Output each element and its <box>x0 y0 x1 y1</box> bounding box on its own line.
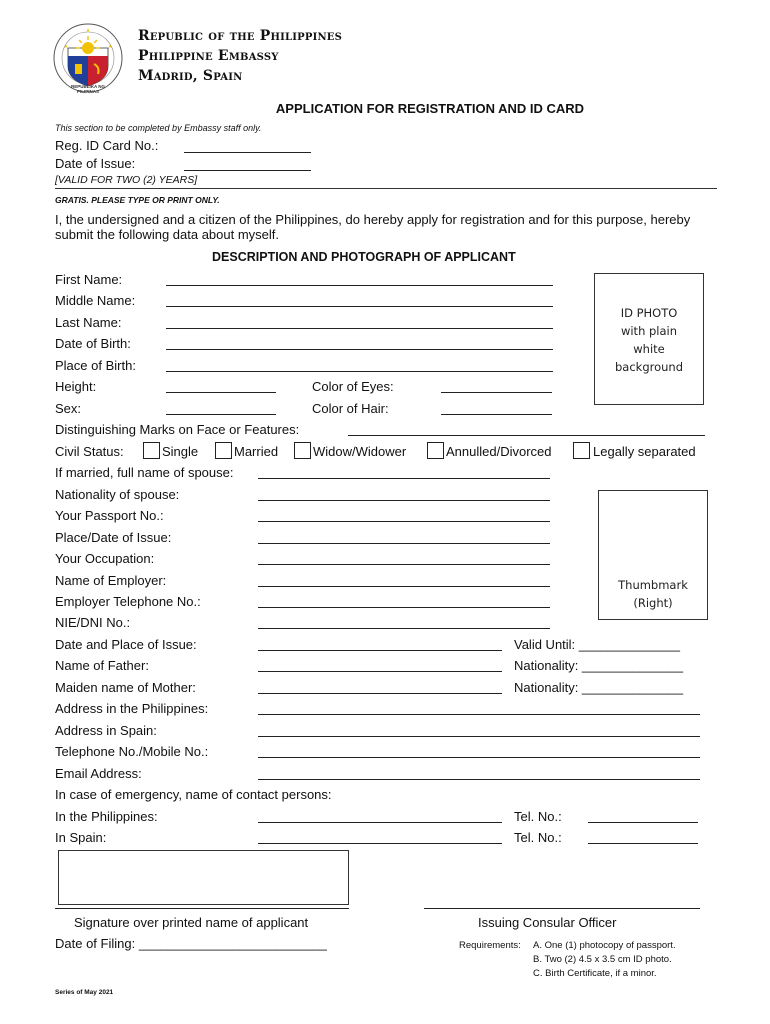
spouse-name-label: If married, full name of spouse: <box>55 465 234 480</box>
height-label: Height: <box>55 379 97 394</box>
first-name-label: First Name: <box>55 272 123 287</box>
spouse-name-field[interactable] <box>258 478 550 479</box>
address-es-field[interactable] <box>258 736 700 737</box>
email-label: Email Address: <box>55 766 142 781</box>
requirement-c: C. Birth Certificate, if a minor. <box>533 968 657 979</box>
date-of-issue-label: Date of Issue: <box>55 156 136 171</box>
validity-note: [VALID FOR TWO (2) YEARS] <box>55 174 198 186</box>
signature-box[interactable] <box>58 850 349 905</box>
thumbmark-box <box>598 490 708 620</box>
nie-dni-field[interactable] <box>258 628 550 629</box>
signature-label: Signature over printed name of applicant <box>74 915 309 930</box>
address-ph-label: Address in the Philippines: <box>55 701 209 716</box>
middle-name-field[interactable] <box>166 306 553 307</box>
emergency-es-field[interactable] <box>258 843 502 844</box>
passport-no-label: Your Passport No.: <box>55 508 164 523</box>
color-of-eyes-field[interactable] <box>441 392 552 393</box>
employer-label: Name of Employer: <box>55 573 167 588</box>
header-line-3: Madrid, Spain <box>138 68 243 84</box>
emergency-ph-tel-field[interactable] <box>588 822 698 823</box>
date-place-issue-field[interactable] <box>258 650 502 651</box>
spouse-nationality-field[interactable] <box>258 500 550 501</box>
email-field[interactable] <box>258 779 700 780</box>
header-line-2: Philippine Embassy <box>138 48 279 64</box>
civil-status-married-label: Married <box>234 444 279 459</box>
emergency-es-tel-label: Tel. No.: <box>514 830 562 845</box>
officer-signature-line <box>424 908 700 909</box>
embassy-seal <box>52 22 124 94</box>
civil-status-single-checkbox[interactable] <box>143 442 160 459</box>
mother-label: Maiden name of Mother: <box>55 680 196 695</box>
signature-line <box>55 908 349 909</box>
civil-status-widow-label: Widow/Widower <box>313 444 407 459</box>
employer-phone-label: Employer Telephone No.: <box>55 594 201 609</box>
seal-text: REPUBLIKA NG PILIPINAS <box>70 84 106 94</box>
nie-dni-label: NIE/DNI No.: <box>55 615 131 630</box>
father-label: Name of Father: <box>55 658 149 673</box>
emergency-ph-tel-label: Tel. No.: <box>514 809 562 824</box>
first-name-field[interactable] <box>166 285 553 286</box>
passport-place-date-field[interactable] <box>258 543 550 544</box>
series-note: Series of May 2021 <box>55 989 114 996</box>
spouse-nationality-label: Nationality of spouse: <box>55 487 180 502</box>
passport-no-field[interactable] <box>258 521 550 522</box>
civil-status-widow-checkbox[interactable] <box>294 442 311 459</box>
date-of-filing: Date of Filing: __________________________ <box>55 936 327 951</box>
mother-field[interactable] <box>258 693 502 694</box>
place-of-birth-label: Place of Birth: <box>55 358 136 373</box>
photo-text-4: background <box>614 360 684 374</box>
requirement-b: B. Two (2) 4.5 x 3.5 cm ID photo. <box>533 954 672 965</box>
date-of-birth-field[interactable] <box>166 349 553 350</box>
date-of-birth-label: Date of Birth: <box>55 336 131 351</box>
form-title: APPLICATION FOR REGISTRATION AND ID CARD <box>275 101 585 116</box>
color-of-hair-field[interactable] <box>441 414 552 415</box>
distinguishing-marks-label: Distinguishing Marks on Face or Features: <box>55 422 300 437</box>
requirements-label: Requirements: <box>459 940 521 951</box>
distinguishing-marks-field[interactable] <box>348 435 705 436</box>
telephone-label: Telephone No./Mobile No.: <box>55 744 209 759</box>
requirement-a: A. One (1) photocopy of passport. <box>533 940 676 951</box>
civil-status-annulled-checkbox[interactable] <box>427 442 444 459</box>
address-es-label: Address in Spain: <box>55 723 157 738</box>
emergency-label: In case of emergency, name of contact persons: <box>55 787 332 802</box>
date-place-issue-label: Date and Place of Issue: <box>55 637 197 652</box>
date-of-issue-field[interactable] <box>184 170 311 171</box>
civil-status-label: Civil Status: <box>55 444 124 459</box>
staff-note: This section to be completed by Embassy staff only. <box>55 123 262 133</box>
color-of-hair-label: Color of Hair: <box>312 401 389 416</box>
officer-label: Issuing Consular Officer <box>478 915 617 930</box>
reg-id-field[interactable] <box>184 152 311 153</box>
header-divider <box>55 188 717 189</box>
civil-status-separated-label: Legally separated <box>593 444 696 459</box>
father-field[interactable] <box>258 671 502 672</box>
thumb-text-2: (Right) <box>633 596 673 610</box>
place-of-birth-field[interactable] <box>166 371 553 372</box>
telephone-field[interactable] <box>258 757 700 758</box>
valid-until-label: Valid Until: ______________ <box>514 637 681 652</box>
civil-status-separated-checkbox[interactable] <box>573 442 590 459</box>
sex-field[interactable] <box>166 414 276 415</box>
gratis-note: GRATIS. PLEASE TYPE OR PRINT ONLY. <box>55 195 220 205</box>
passport-place-date-label: Place/Date of Issue: <box>55 530 172 545</box>
occupation-field[interactable] <box>258 564 550 565</box>
id-photo-box <box>594 273 704 405</box>
sex-label: Sex: <box>55 401 82 416</box>
emergency-ph-label: In the Philippines: <box>55 809 158 824</box>
emergency-es-tel-field[interactable] <box>588 843 698 844</box>
emergency-ph-field[interactable] <box>258 822 502 823</box>
civil-status-married-checkbox[interactable] <box>215 442 232 459</box>
middle-name-label: Middle Name: <box>55 293 136 308</box>
occupation-label: Your Occupation: <box>55 551 155 566</box>
address-ph-field[interactable] <box>258 714 700 715</box>
section-title: DESCRIPTION AND PHOTOGRAPH OF APPLICANT <box>212 250 516 264</box>
last-name-field[interactable] <box>166 328 553 329</box>
father-nationality-label: Nationality: ______________ <box>514 658 684 673</box>
reg-id-label: Reg. ID Card No.: <box>55 138 159 153</box>
photo-text-1: ID PHOTO <box>620 306 678 320</box>
height-field[interactable] <box>166 392 276 393</box>
photo-text-3: white <box>633 342 665 356</box>
header-line-1: Republic of the Philippines <box>138 28 343 44</box>
declaration: I, the undersigned and a citizen of the Philippines, do hereby apply for registration and for this purpose, hereby submit the following data about myself. <box>55 212 691 242</box>
thumb-text-1: Thumbmark <box>618 578 688 592</box>
employer-phone-field[interactable] <box>258 607 550 608</box>
emergency-es-label: In Spain: <box>55 830 107 845</box>
employer-field[interactable] <box>258 586 550 587</box>
photo-text-2: with plain <box>620 324 678 338</box>
last-name-label: Last Name: <box>55 315 122 330</box>
mother-nationality-label: Nationality: ______________ <box>514 680 684 695</box>
civil-status-single-label: Single <box>162 444 199 459</box>
civil-status-annulled-label: Annulled/Divorced <box>446 444 552 459</box>
color-of-eyes-label: Color of Eyes: <box>312 379 394 394</box>
